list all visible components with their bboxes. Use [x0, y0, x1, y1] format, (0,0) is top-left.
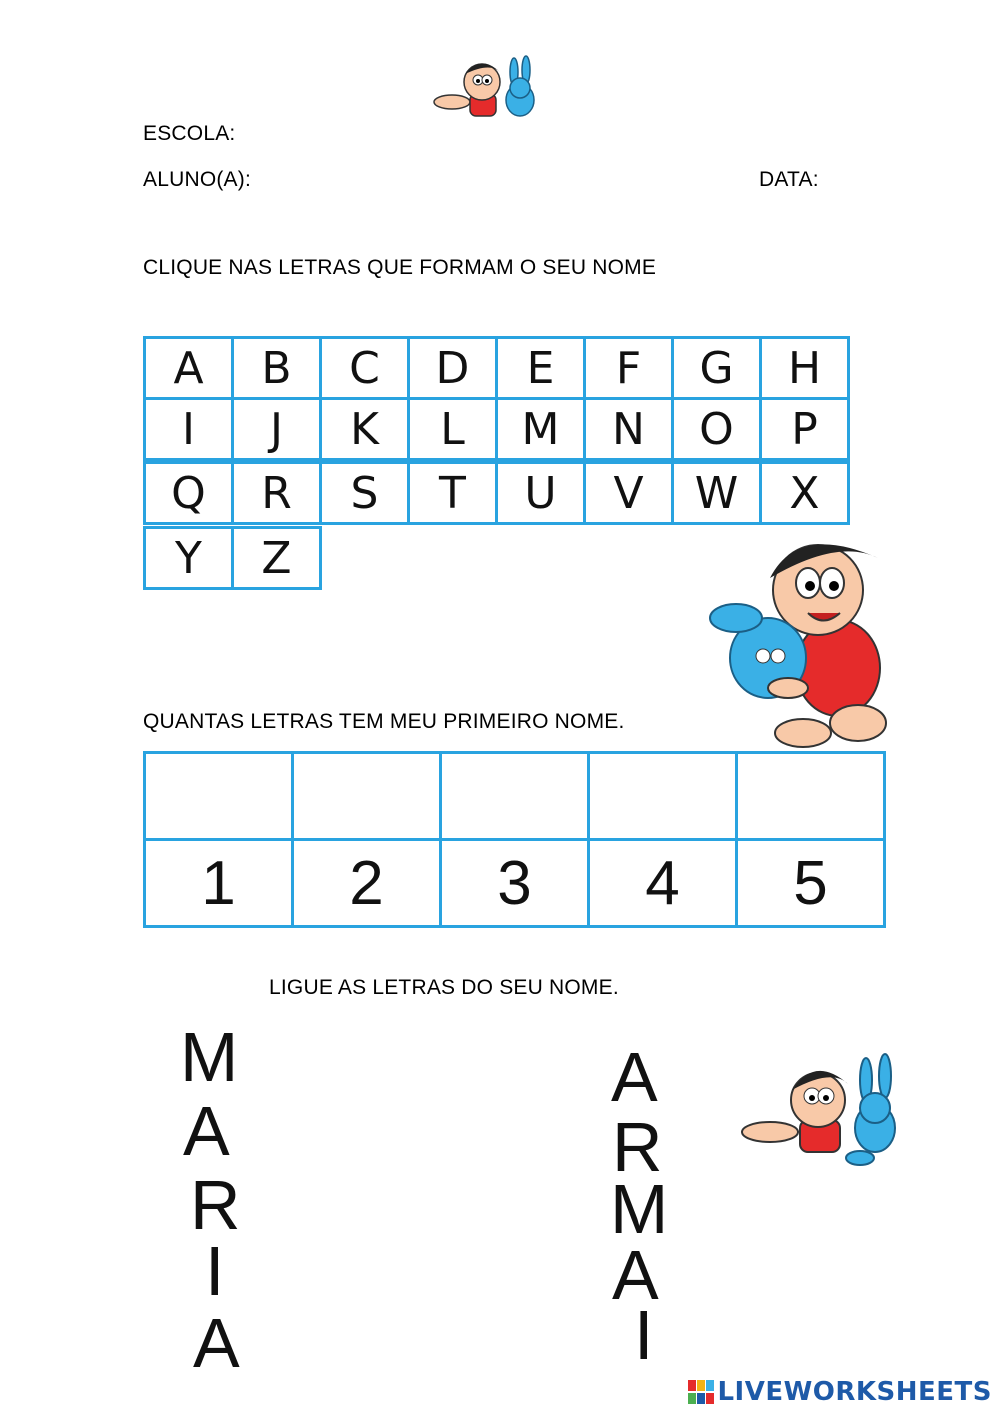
left-letter-r[interactable]: R: [190, 1166, 241, 1244]
escola-label: ESCOLA:: [143, 122, 236, 145]
answer-box-3[interactable]: [439, 751, 590, 841]
letter-cell-q[interactable]: Q: [143, 461, 234, 525]
data-label: DATA:: [759, 168, 819, 191]
alphabet-row-4: [143, 526, 319, 590]
letter-cell-v[interactable]: V: [583, 461, 674, 525]
answer-box-1[interactable]: [143, 751, 294, 841]
letter-cell-w[interactable]: W: [671, 461, 762, 525]
instruction-connect-letters: LIGUE AS LETRAS DO SEU NOME.: [269, 976, 619, 999]
boy-with-bunny-icon: [430, 50, 540, 130]
letter-cell-o[interactable]: O: [671, 397, 762, 461]
number-cell-2[interactable]: 2: [291, 838, 442, 928]
letter-cell-f[interactable]: F: [583, 336, 674, 400]
letter-cell-r[interactable]: R: [231, 461, 322, 525]
liveworksheets-logo-icon: [688, 1380, 714, 1404]
answer-row: [143, 751, 883, 838]
liveworksheets-logo: [688, 1377, 992, 1407]
letter-cell-z[interactable]: Z: [231, 526, 322, 590]
instruction-click-letters: CLIQUE NAS LETRAS QUE FORMAM O SEU NOME: [143, 256, 657, 279]
letter-cell-d[interactable]: D: [407, 336, 498, 400]
left-letter-a[interactable]: A: [183, 1092, 230, 1170]
letter-cell-g[interactable]: G: [671, 336, 762, 400]
instruction-count-letters: QUANTAS LETRAS TEM MEU PRIMEIRO NOME.: [143, 710, 625, 733]
number-cell-4[interactable]: 4: [587, 838, 738, 928]
number-cell-1[interactable]: 1: [143, 838, 294, 928]
letter-cell-x[interactable]: X: [759, 461, 850, 525]
left-letter-m[interactable]: M: [180, 1018, 239, 1096]
letter-count-table: [143, 751, 883, 925]
number-cell-5[interactable]: 5: [735, 838, 886, 928]
letter-cell-l[interactable]: L: [407, 397, 498, 461]
letter-cell-y[interactable]: Y: [143, 526, 234, 590]
alphabet-row-1: [143, 336, 847, 400]
answer-box-2[interactable]: [291, 751, 442, 841]
right-letter-a-2[interactable]: A: [612, 1236, 659, 1314]
letter-cell-s[interactable]: S: [319, 461, 410, 525]
right-letter-m[interactable]: M: [610, 1170, 669, 1248]
boy-hugging-bunny-icon: [708, 528, 908, 750]
left-letter-i[interactable]: I: [205, 1232, 225, 1310]
letter-cell-p[interactable]: P: [759, 397, 850, 461]
letter-cell-e[interactable]: E: [495, 336, 586, 400]
letter-cell-a[interactable]: A: [143, 336, 234, 400]
number-cell-3[interactable]: 3: [439, 838, 590, 928]
aluno-label: ALUNO(A):: [143, 168, 251, 191]
right-letter-r[interactable]: R: [612, 1108, 663, 1186]
letter-cell-n[interactable]: N: [583, 397, 674, 461]
letter-cell-c[interactable]: C: [319, 336, 410, 400]
alphabet-row-3: [143, 461, 847, 525]
logo-text: LIVEWORKSHEETS: [717, 1377, 992, 1407]
letter-cell-t[interactable]: T: [407, 461, 498, 525]
letter-cell-b[interactable]: B: [231, 336, 322, 400]
number-row: [143, 838, 883, 925]
letter-cell-k[interactable]: K: [319, 397, 410, 461]
letter-cell-j[interactable]: J: [231, 397, 322, 461]
right-letter-i[interactable]: I: [634, 1296, 654, 1374]
alphabet-row-2: [143, 397, 847, 461]
letter-cell-h[interactable]: H: [759, 336, 850, 400]
answer-box-4[interactable]: [587, 751, 738, 841]
letter-cell-i[interactable]: I: [143, 397, 234, 461]
answer-box-5[interactable]: [735, 751, 886, 841]
letter-cell-m[interactable]: M: [495, 397, 586, 461]
right-letter-a[interactable]: A: [611, 1038, 658, 1116]
boy-with-bunny-icon: [740, 1050, 905, 1170]
left-letter-a-2[interactable]: A: [193, 1304, 240, 1382]
letter-cell-u[interactable]: U: [495, 461, 586, 525]
